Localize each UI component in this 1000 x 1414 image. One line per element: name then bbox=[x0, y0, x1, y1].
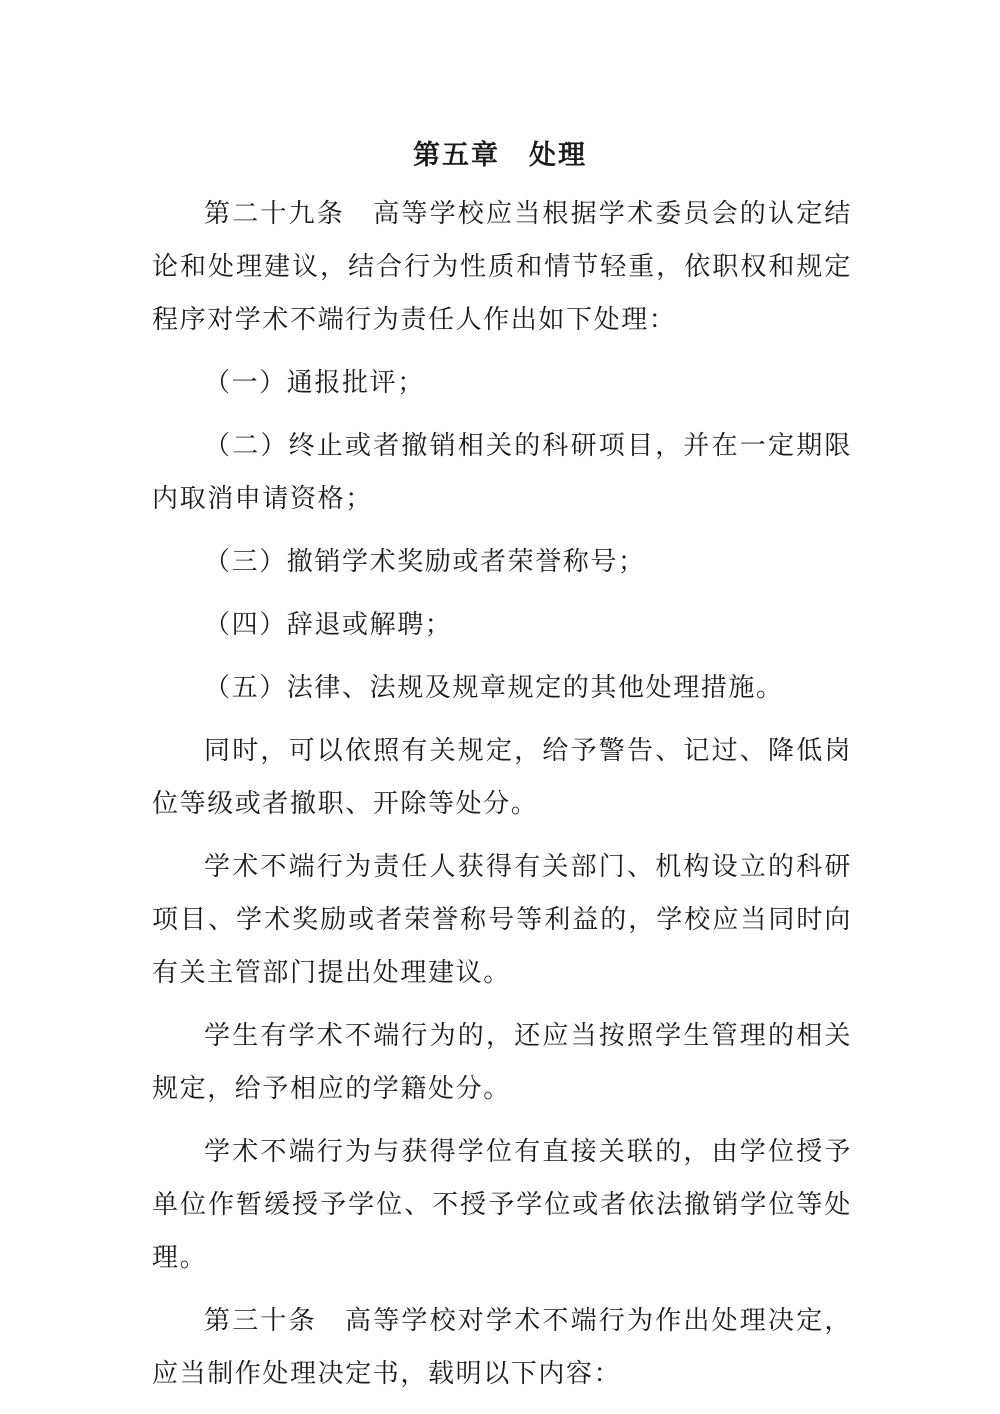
list-item-2: （二）终止或者撤销相关的科研项目，并在一定期限内取消申请资格； bbox=[152, 431, 852, 514]
article-29-paragraph: 第二十九条 高等学校应当根据学术委员会的认定结论和处理建议，结合行为性质和情节轻重，依职权和规定程序对学术不端行为责任人作出如下处理： bbox=[152, 199, 852, 335]
benefits-paragraph: 学术不端行为责任人获得有关部门、机构设立的科研项目、学术奖励或者荣誉称号等利益的，学校应当同时向有关主管部门提出处理建议。 bbox=[152, 852, 852, 988]
student-paragraph: 学生有学术不端行为的，还应当按照学生管理的相关规定，给予相应的学籍处分。 bbox=[152, 1021, 852, 1104]
document-body bbox=[152, 188, 852, 1411]
degree-paragraph: 学术不端行为与获得学位有直接关联的，由学位授予单位作暂缓授予学位、不授予学位或者依法撤销学位等处理。 bbox=[152, 1137, 852, 1273]
list-item-4: （四）辞退或解聘； bbox=[204, 610, 453, 640]
article-30-paragraph: 第三十条 高等学校对学术不端行为作出处理决定，应当制作处理决定书，载明以下内容： bbox=[152, 1306, 852, 1389]
chapter-title: 第五章 处理 bbox=[413, 140, 587, 171]
disciplinary-paragraph: 同时，可以依照有关规定，给予警告、记过、降低岗位等级或者撤职、开除等处分。 bbox=[152, 736, 852, 819]
list-item-5: （五）法律、法规及规章规定的其他处理措施。 bbox=[204, 673, 784, 703]
list-item-1: （一）通报批评； bbox=[204, 368, 425, 398]
list-item-3: （三）撤销学术奖励或者荣誉称号； bbox=[204, 547, 646, 577]
